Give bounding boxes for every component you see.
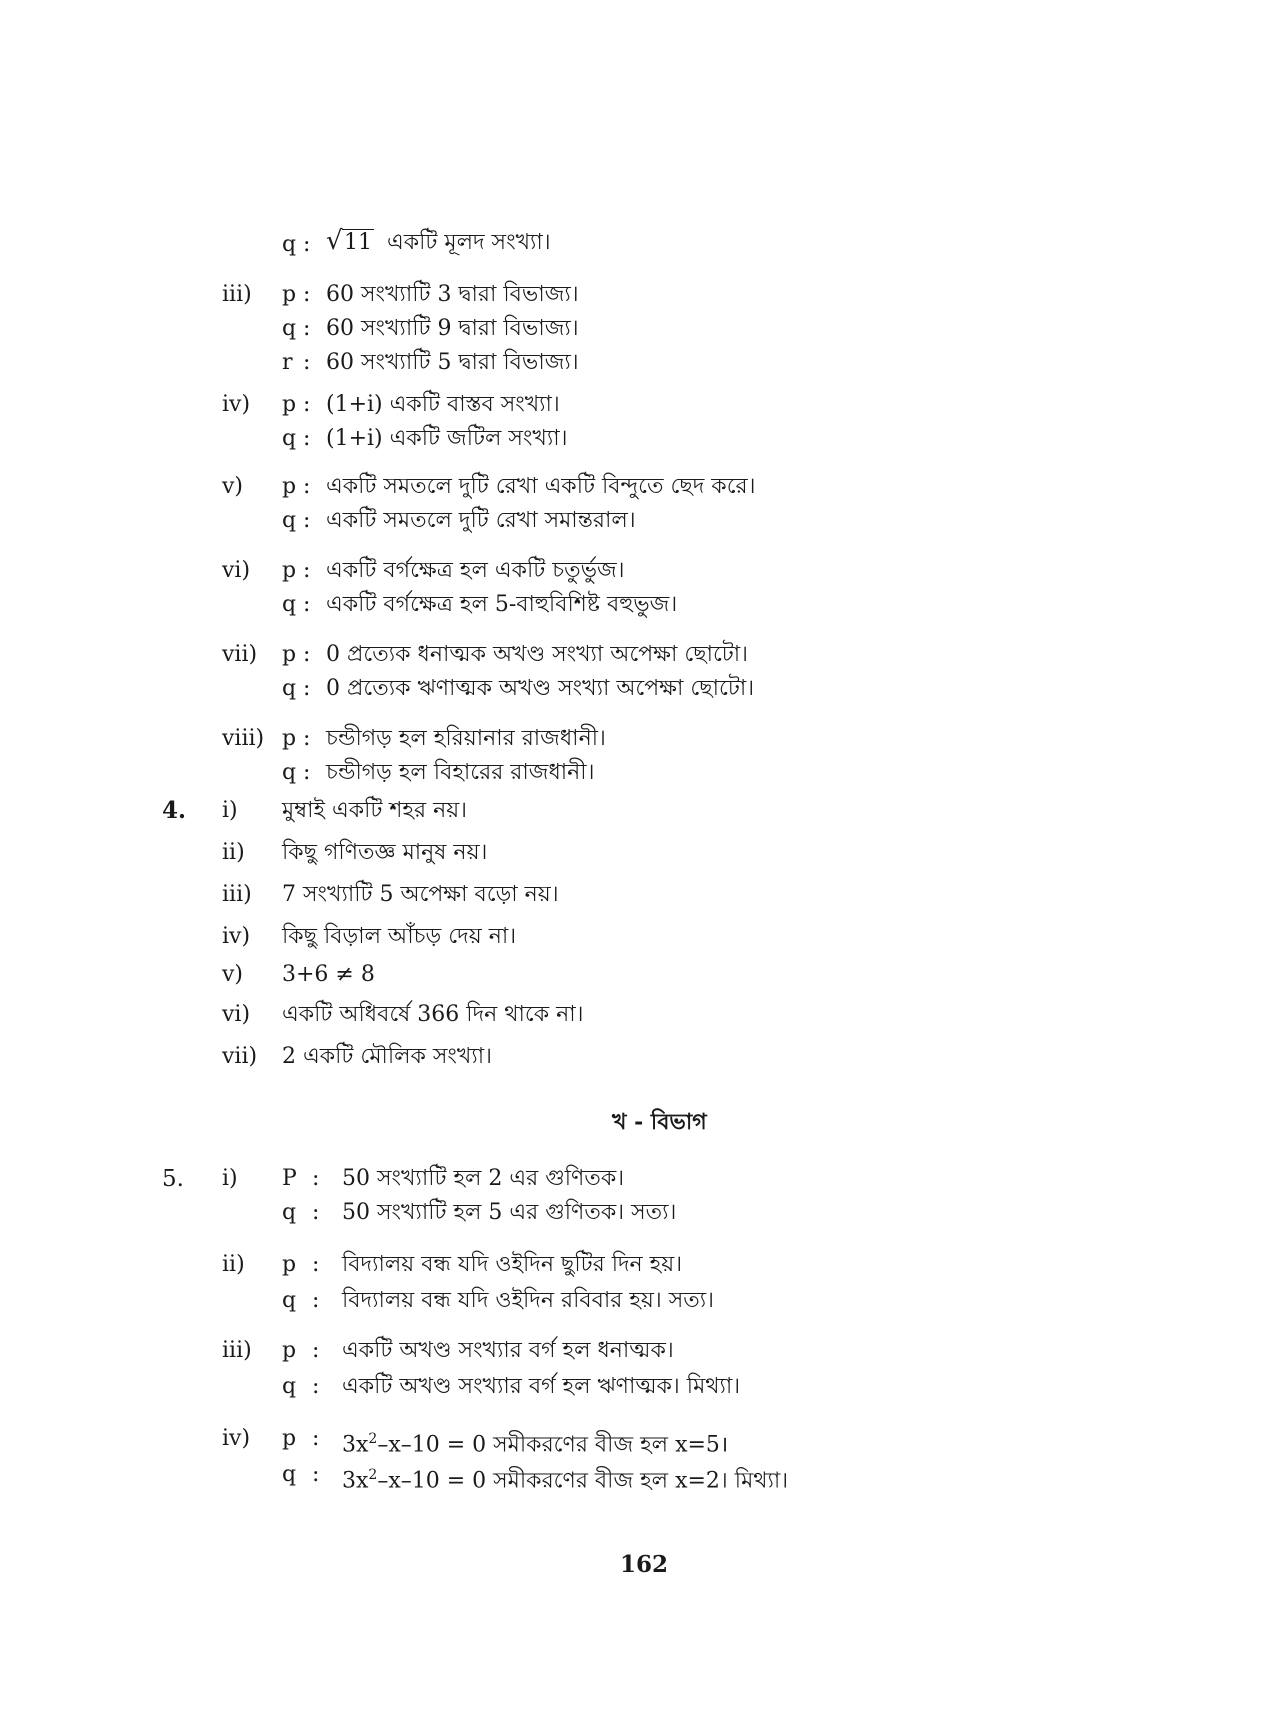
statement-text: একটি অখণ্ড সংখ্যার বর্গ হল ধনাত্মক। [342,1338,674,1363]
equation-term: 3x [342,1468,369,1494]
label-r: r [282,350,293,375]
exponent: 2 [368,1467,378,1483]
equation-statement [342,1422,728,1456]
item-number: iv) [222,392,251,417]
colon: : [303,232,311,257]
label-q: q [282,760,297,785]
equation-term: 3x [342,1432,369,1458]
label-p: p [282,1426,297,1451]
colon: : [303,760,311,785]
item-number: viii) [222,726,265,751]
square-root-symbol [326,226,374,260]
negation-text: একটি অধিবর্ষে 366 দিন থাকে না। [282,1002,584,1027]
item-number: v) [222,962,244,987]
item-number: iv) [222,1426,251,1451]
label-p: p [282,1338,297,1363]
statement-text: একটি সমতলে দুটি রেখা সমান্তরাল। [326,508,636,533]
colon: : [303,316,311,341]
statement-text: চন্ডীগড় হল বিহারের রাজধানী। [326,760,595,785]
statement-text: একটি বর্গক্ষেত্র হল একটি চতুর্ভুজ। [326,558,625,583]
equation-rest: –x–10 = 0 সমীকরণের বীজ হল x=2। মিথ্যা। [377,1468,789,1494]
statement-text: 60 সংখ্যাটি 3 দ্বারা বিভাজ্য। [326,282,579,307]
item-number: vi) [222,558,251,583]
colon: : [303,642,311,667]
label-p: p [282,642,297,667]
item-number: ii) [222,1252,245,1277]
item-number: vi) [222,1002,251,1027]
negation-text: কিছু গণিতজ্ঞ মানুষ নয়। [282,840,488,865]
item-number: vii) [222,1044,258,1069]
negation-text: কিছু বিড়াল আঁচড় দেয় না। [282,924,517,949]
label-q: q [282,592,297,617]
colon: : [312,1288,320,1313]
colon: : [312,1200,320,1225]
statement-text: (1+i) একটি জটিল সংখ্যা। [326,426,568,451]
item-number: iii) [222,882,252,907]
colon: : [303,558,311,583]
statement-text-body: একটি মূলদ সংখ্যা। [387,230,551,255]
item-number: iii) [222,282,252,307]
radical-sign: √ [326,226,343,256]
label-q: q [282,426,297,451]
item-number: v) [222,474,244,499]
section-heading: খ - বিভাগ [612,1109,707,1135]
label-p: p [282,282,297,307]
label-q: q [282,1200,297,1225]
item-number: i) [222,798,238,823]
statement-text: (1+i) একটি বাস্তব সংখ্যা। [326,392,560,417]
label-q: q [282,316,297,341]
colon: : [312,1462,320,1487]
colon: : [303,282,311,307]
statement-text: 60 সংখ্যাটি 5 দ্বারা বিভাজ্য। [326,350,579,375]
colon: : [303,350,311,375]
colon: : [303,426,311,451]
question-number: 5. [162,1166,184,1192]
colon: : [303,392,311,417]
statement-text: 50 সংখ্যাটি হল 2 এর গুণিতক। [342,1166,625,1191]
colon: : [312,1374,320,1399]
label-q: q [282,232,297,257]
label-q: q [282,676,297,701]
statement-text: একটি সমতলে দুটি রেখা একটি বিন্দুতে ছেদ করে। [326,474,756,499]
label-p: p [282,1252,297,1277]
statement-text: 0 প্রত্যেক ধনাত্মক অখণ্ড সংখ্যা অপেক্ষা ছোটো। [326,642,749,667]
statement-text: 60 সংখ্যাটি 9 দ্বারা বিভাজ্য। [326,316,579,341]
negation-text: 3+6 ≠ 8 [282,962,375,987]
label-q: q [282,1462,297,1487]
radicand: 11 [344,230,372,255]
colon: : [303,474,311,499]
label-p: p [282,474,297,499]
negation-text: 7 সংখ্যাটি 5 অপেক্ষা বড়ো নয়। [282,882,559,907]
item-number: i) [222,1166,238,1191]
label-q: q [282,1374,297,1399]
colon: : [303,726,311,751]
statement-text: একটি বর্গক্ষেত্র হল 5-বাহুবিশিষ্ট বহুভুজ। [326,592,678,617]
colon: : [312,1166,320,1191]
statement-text [326,226,551,260]
label-p: p [282,726,297,751]
statement-text: চন্ডীগড় হল হরিয়ানার রাজধানী। [326,726,606,751]
item-number: iv) [222,924,251,949]
colon: : [303,508,311,533]
negation-text: মুম্বাই একটি শহর নয়। [282,798,468,823]
label-q: q [282,508,297,533]
question-number: 4. [162,797,187,824]
colon: : [303,592,311,617]
equation-statement [342,1458,788,1492]
label-p: p [282,392,297,417]
exponent: 2 [368,1431,378,1447]
colon: : [312,1338,320,1363]
label-p: p [282,558,297,583]
colon: : [303,676,311,701]
item-number: vii) [222,642,258,667]
statement-text: 50 সংখ্যাটি হল 5 এর গুণিতক। সত্য। [342,1200,677,1225]
colon: : [312,1426,320,1451]
colon: : [312,1252,320,1277]
statement-text: একটি অখণ্ড সংখ্যার বর্গ হল ঋণাত্মক। মিথ্যা। [342,1374,741,1399]
label-q: q [282,1288,297,1313]
statement-text: বিদ্যালয় বন্ধ যদি ওইদিন ছুটির দিন হয়। [342,1252,683,1277]
negation-text: 2 একটি মৌলিক সংখ্যা। [282,1044,492,1069]
statement-text: 0 প্রত্যেক ঋণাত্মক অখণ্ড সংখ্যা অপেক্ষা ছোটো। [326,676,755,701]
equation-rest: –x–10 = 0 সমীকরণের বীজ হল x=5। [377,1432,729,1458]
page-number: 162 [620,1551,669,1578]
statement-text: বিদ্যালয় বন্ধ যদি ওইদিন রবিবার হয়। সত্য। [342,1288,715,1313]
item-number: iii) [222,1338,252,1363]
item-number: ii) [222,840,245,865]
label-P: P [282,1166,297,1191]
